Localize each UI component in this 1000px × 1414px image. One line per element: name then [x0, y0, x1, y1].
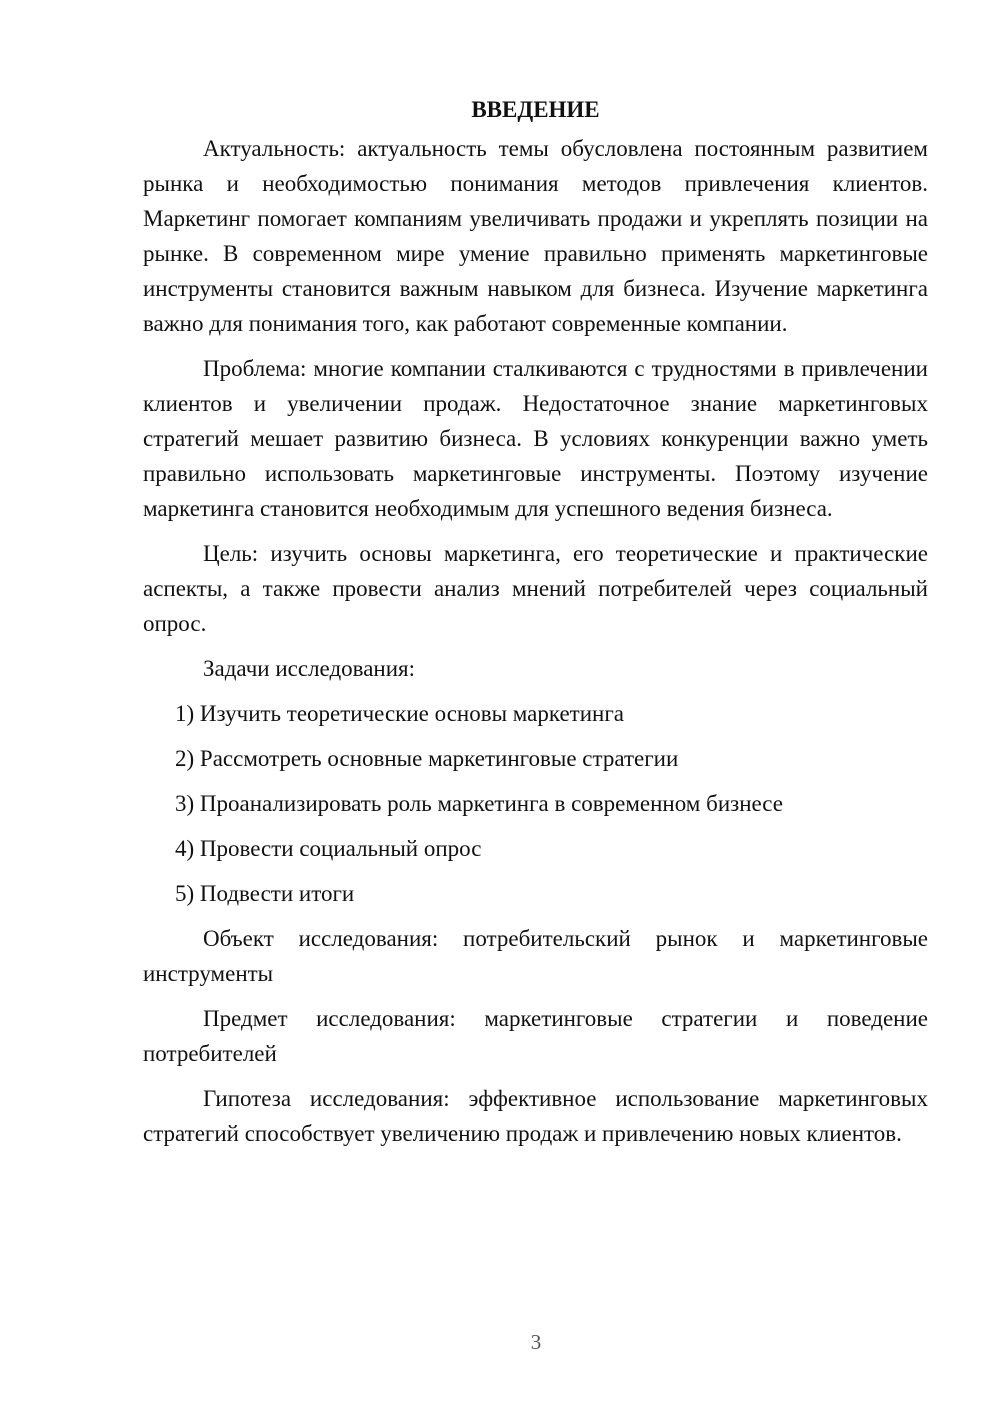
- task-item-2: 2) Рассмотреть основные маркетинговые стратегии: [175, 746, 679, 771]
- hypothesis-paragraph: Гипотеза исследования: эффективное использование маркетинговых стратегий способствует увеличению продаж и привлечению новых клиентов.: [143, 1086, 928, 1146]
- page-title: ВВЕДЕНИЕ: [471, 97, 600, 122]
- relevance-paragraph: Актуальность: актуальность темы обусловлена постоянным развитием рынка и необходимостью понимания методов привлечения клиентов. Маркетинг помогает компаниям увеличивать продажи и укреплять позиции на рынке. В современном мире умение правильно применять маркетинговые инструменты становится важным навыком для бизнеса. Изучение маркетинга важно для понимания того, как работают современные компании.: [143, 136, 928, 336]
- task-item-3: 3) Проанализировать роль маркетинга в современном бизнесе: [175, 791, 783, 816]
- task-item-4: 4) Провести социальный опрос: [175, 836, 482, 861]
- problem-paragraph: Проблема: многие компании сталкиваются с трудностями в привлечении клиентов и увеличении продаж. Недостаточное знание маркетинговых стратегий мешает развитию бизнеса. В условиях конкуренции важно уметь правильно использовать маркетинговые инструменты. Поэтому изучение маркетинга становится необходимым для успешного ведения бизнеса.: [143, 356, 928, 521]
- page-number: 3: [530, 1330, 542, 1354]
- object-paragraph: Объект исследования: потребительский рынок и маркетинговые инструменты: [143, 926, 928, 986]
- tasks-heading: Задачи исследования:: [203, 656, 416, 681]
- goal-paragraph: Цель: изучить основы маркетинга, его теоретические и практические аспекты, а также провести анализ мнений потребителей через социальный опрос.: [143, 541, 928, 636]
- task-item-5: 5) Подвести итоги: [175, 881, 355, 906]
- task-item-1: 1) Изучить теоретические основы маркетинга: [175, 701, 624, 726]
- tasks-list: [143, 696, 928, 911]
- document-page: [143, 92, 928, 1161]
- subject-paragraph: Предмет исследования: маркетинговые стратегии и поведение потребителей: [143, 1006, 928, 1066]
